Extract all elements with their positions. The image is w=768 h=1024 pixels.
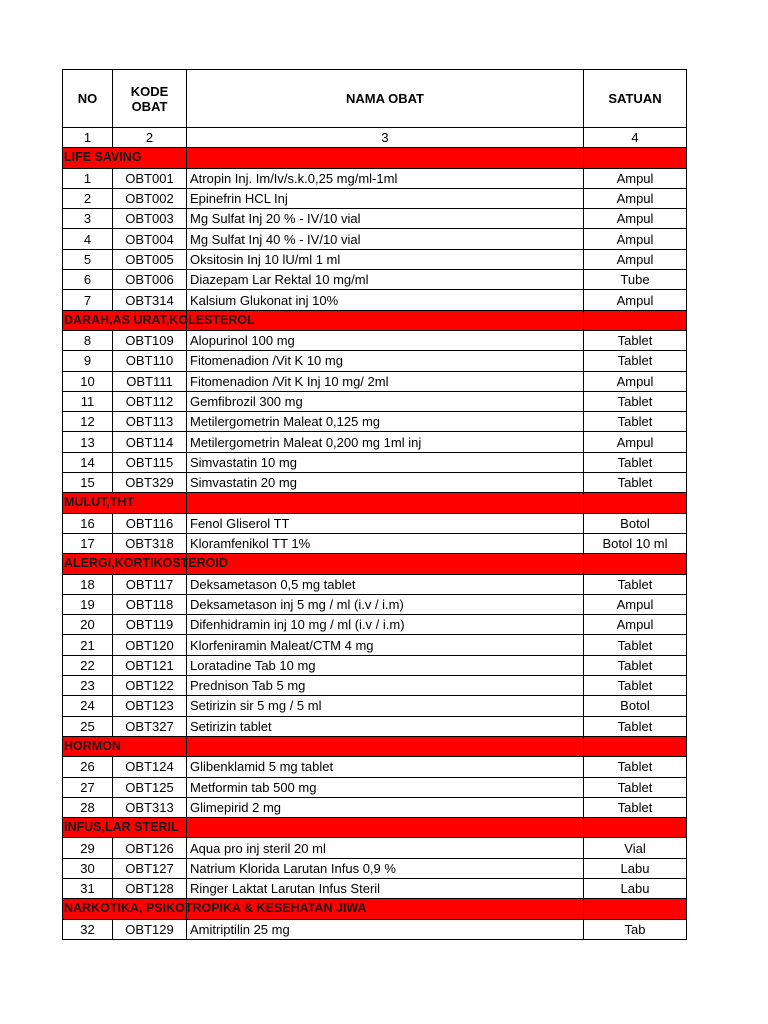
- row-satuan: Tablet: [584, 330, 687, 350]
- row-kode-obat: OBT123: [113, 696, 187, 716]
- section-title: ALERGI,KORTIKOSTEROID: [64, 556, 228, 571]
- row-kode-obat: OBT117: [113, 574, 187, 594]
- row-satuan: Botol: [584, 513, 687, 533]
- medicine-row: [63, 432, 687, 452]
- row-satuan: Labu: [584, 878, 687, 898]
- row-kode-obat: OBT006: [113, 270, 187, 290]
- column-number: 4: [584, 128, 687, 148]
- medicine-row: [63, 655, 687, 675]
- row-kode-obat: OBT003: [113, 209, 187, 229]
- medicine-row: [63, 838, 687, 858]
- row-satuan: Tablet: [584, 574, 687, 594]
- row-kode-obat: OBT110: [113, 351, 187, 371]
- row-kode-obat: OBT120: [113, 635, 187, 655]
- medicine-row: [63, 594, 687, 614]
- row-kode-obat: OBT118: [113, 594, 187, 614]
- section-title: LIFE SAVING: [64, 150, 142, 165]
- header-kode-line2: OBAT: [131, 98, 168, 114]
- row-number: 19: [63, 594, 113, 614]
- row-number: 25: [63, 716, 113, 736]
- row-kode-obat: OBT121: [113, 655, 187, 675]
- row-number: 12: [63, 412, 113, 432]
- row-kode-obat: OBT112: [113, 391, 187, 411]
- row-number: 17: [63, 533, 113, 553]
- row-nama-obat: Oksitosin Inj 10 lU/ml 1 ml: [187, 249, 584, 269]
- row-nama-obat: Difenhidramin inj 10 mg / ml (i.v / i.m): [187, 615, 584, 635]
- row-number: 18: [63, 574, 113, 594]
- medicine-row: [63, 330, 687, 350]
- row-number: 8: [63, 330, 113, 350]
- row-nama-obat: Prednison Tab 5 mg: [187, 676, 584, 696]
- row-number: 5: [63, 249, 113, 269]
- row-number: 6: [63, 270, 113, 290]
- header-row: [63, 70, 687, 128]
- row-satuan: Ampul: [584, 168, 687, 188]
- medicine-row: [63, 797, 687, 817]
- section-fill-cell: [187, 493, 584, 513]
- row-satuan: Tablet: [584, 655, 687, 675]
- section-fill-cell: [187, 148, 584, 168]
- row-kode-obat: OBT004: [113, 229, 187, 249]
- section-fill-cell: [187, 818, 584, 838]
- section-title: HORMON: [64, 739, 121, 754]
- section-title-cell: [63, 899, 367, 919]
- row-nama-obat: Fenol Gliserol TT: [187, 513, 584, 533]
- section-title-cell: [63, 818, 187, 838]
- row-number: 27: [63, 777, 113, 797]
- row-satuan: Ampul: [584, 229, 687, 249]
- row-satuan: Botol 10 ml: [584, 533, 687, 553]
- header-no: NO: [63, 70, 113, 128]
- medicine-row: [63, 270, 687, 290]
- row-nama-obat: Atropin Inj. Im/Iv/s.k.0,25 mg/ml-1ml: [187, 168, 584, 188]
- section-fill-cell: [584, 148, 687, 168]
- row-kode-obat: OBT329: [113, 473, 187, 493]
- medicine-row: [63, 513, 687, 533]
- row-number: 31: [63, 878, 113, 898]
- medicine-row: [63, 574, 687, 594]
- section-fill-cell: [584, 736, 687, 756]
- section-header-row: [63, 818, 687, 838]
- row-satuan: Tablet: [584, 716, 687, 736]
- section-title: NARKOTIKA, PSIKOTROPIKA & KESEHATAN JIWA: [64, 901, 367, 916]
- row-satuan: Labu: [584, 858, 687, 878]
- row-number: 22: [63, 655, 113, 675]
- medicine-row: [63, 777, 687, 797]
- medicine-row: [63, 878, 687, 898]
- row-satuan: Tablet: [584, 676, 687, 696]
- row-nama-obat: Fitomenadion /Vit K 10 mg: [187, 351, 584, 371]
- section-fill-cell: [584, 493, 687, 513]
- medicine-row: [63, 676, 687, 696]
- row-number: 9: [63, 351, 113, 371]
- row-number: 29: [63, 838, 113, 858]
- column-number: 3: [187, 128, 584, 148]
- medicine-row: [63, 473, 687, 493]
- row-satuan: Ampul: [584, 615, 687, 635]
- row-kode-obat: OBT111: [113, 371, 187, 391]
- section-title-cell: [63, 493, 187, 513]
- row-kode-obat: OBT001: [113, 168, 187, 188]
- section-title-cell: [63, 310, 255, 330]
- row-satuan: Tablet: [584, 757, 687, 777]
- row-satuan: Tablet: [584, 777, 687, 797]
- medicine-row: [63, 391, 687, 411]
- row-number: 26: [63, 757, 113, 777]
- row-satuan: Tab: [584, 919, 687, 939]
- row-nama-obat: Diazepam Lar Rektal 10 mg/ml: [187, 270, 584, 290]
- medicine-row: [63, 371, 687, 391]
- row-number: 32: [63, 919, 113, 939]
- row-kode-obat: OBT126: [113, 838, 187, 858]
- row-number: 1: [63, 168, 113, 188]
- row-kode-obat: OBT313: [113, 797, 187, 817]
- row-satuan: Tube: [584, 270, 687, 290]
- medicine-row: [63, 635, 687, 655]
- row-nama-obat: Simvastatin 20 mg: [187, 473, 584, 493]
- row-number: 4: [63, 229, 113, 249]
- row-satuan: Tablet: [584, 635, 687, 655]
- row-satuan: Ampul: [584, 290, 687, 310]
- row-nama-obat: Metformin tab 500 mg: [187, 777, 584, 797]
- row-nama-obat: Deksametason inj 5 mg / ml (i.v / i.m): [187, 594, 584, 614]
- medicine-row: [63, 533, 687, 553]
- row-satuan: Ampul: [584, 371, 687, 391]
- row-kode-obat: OBT005: [113, 249, 187, 269]
- row-satuan: Ampul: [584, 188, 687, 208]
- section-header-row: [63, 736, 687, 756]
- medicine-row: [63, 290, 687, 310]
- row-nama-obat: Deksametason 0,5 mg tablet: [187, 574, 584, 594]
- row-kode-obat: OBT002: [113, 188, 187, 208]
- section-header-row: [63, 554, 687, 574]
- row-kode-obat: OBT125: [113, 777, 187, 797]
- row-kode-obat: OBT128: [113, 878, 187, 898]
- row-nama-obat: Glimepirid 2 mg: [187, 797, 584, 817]
- section-header-row: [63, 148, 687, 168]
- row-nama-obat: Metilergometrin Maleat 0,125 mg: [187, 412, 584, 432]
- row-nama-obat: Amitriptilin 25 mg: [187, 919, 584, 939]
- row-satuan: Botol: [584, 696, 687, 716]
- row-nama-obat: Kloramfenikol TT 1%: [187, 533, 584, 553]
- section-fill-cell: [584, 818, 687, 838]
- medicine-row: [63, 858, 687, 878]
- medicine-row: [63, 757, 687, 777]
- row-number: 20: [63, 615, 113, 635]
- row-nama-obat: Alopurinol 100 mg: [187, 330, 584, 350]
- medicine-row: [63, 209, 687, 229]
- medicine-row: [63, 412, 687, 432]
- section-fill-cell: [584, 310, 687, 330]
- header-kode-line1: KODE: [130, 83, 169, 99]
- section-header-row: [63, 899, 687, 919]
- header-nama-obat: NAMA OBAT: [187, 70, 584, 128]
- row-number: 21: [63, 635, 113, 655]
- row-satuan: Tablet: [584, 391, 687, 411]
- row-nama-obat: Metilergometrin Maleat 0,200 mg 1ml inj: [187, 432, 584, 452]
- medicine-row: [63, 615, 687, 635]
- section-fill-cell: [584, 899, 687, 919]
- row-kode-obat: OBT327: [113, 716, 187, 736]
- section-header-row: [63, 310, 687, 330]
- row-kode-obat: OBT113: [113, 412, 187, 432]
- row-number: 30: [63, 858, 113, 878]
- row-kode-obat: OBT122: [113, 676, 187, 696]
- section-title: MULUT,THT: [64, 495, 135, 510]
- row-number: 13: [63, 432, 113, 452]
- row-nama-obat: Epinefrin HCL Inj: [187, 188, 584, 208]
- section-title-cell: [63, 554, 228, 574]
- row-nama-obat: Natrium Klorida Larutan Infus 0,9 %: [187, 858, 584, 878]
- medicine-row: [63, 716, 687, 736]
- medicine-row: [63, 188, 687, 208]
- section-header-row: [63, 493, 687, 513]
- row-satuan: Tablet: [584, 797, 687, 817]
- row-nama-obat: Loratadine Tab 10 mg: [187, 655, 584, 675]
- medicine-row: [63, 452, 687, 472]
- medicine-row: [63, 351, 687, 371]
- header-satuan: SATUAN: [584, 70, 687, 128]
- row-number: 14: [63, 452, 113, 472]
- column-number-row: [63, 128, 687, 148]
- row-nama-obat: Glibenklamid 5 mg tablet: [187, 757, 584, 777]
- section-title-cell: [63, 736, 187, 756]
- section-fill-cell: [187, 554, 584, 574]
- medicine-table: [62, 69, 687, 940]
- section-title: INFUS,LAR STERIL: [64, 820, 179, 835]
- header-kode-obat: [113, 70, 187, 128]
- row-satuan: Tablet: [584, 452, 687, 472]
- row-nama-obat: Setirizin sir 5 mg / 5 ml: [187, 696, 584, 716]
- medicine-row: [63, 696, 687, 716]
- row-number: 24: [63, 696, 113, 716]
- medicine-table-body: [63, 70, 687, 940]
- section-fill-cell: [187, 736, 584, 756]
- row-kode-obat: OBT114: [113, 432, 187, 452]
- section-fill-cell: [584, 554, 687, 574]
- row-kode-obat: OBT318: [113, 533, 187, 553]
- row-nama-obat: Ringer Laktat Larutan Infus Steril: [187, 878, 584, 898]
- row-kode-obat: OBT115: [113, 452, 187, 472]
- row-kode-obat: OBT116: [113, 513, 187, 533]
- row-nama-obat: Setirizin tablet: [187, 716, 584, 736]
- medicine-row: [63, 249, 687, 269]
- medicine-row: [63, 919, 687, 939]
- row-kode-obat: OBT127: [113, 858, 187, 878]
- row-kode-obat: OBT124: [113, 757, 187, 777]
- row-satuan: Ampul: [584, 432, 687, 452]
- row-nama-obat: Fitomenadion /Vit K Inj 10 mg/ 2ml: [187, 371, 584, 391]
- section-title: DARAH,AS URAT,KOLESTEROL: [64, 312, 255, 327]
- row-nama-obat: Simvastatin 10 mg: [187, 452, 584, 472]
- row-satuan: Tablet: [584, 412, 687, 432]
- row-nama-obat: Mg Sulfat Inj 40 % - IV/10 vial: [187, 229, 584, 249]
- row-number: 10: [63, 371, 113, 391]
- row-satuan: Tablet: [584, 473, 687, 493]
- row-number: 23: [63, 676, 113, 696]
- row-satuan: Vial: [584, 838, 687, 858]
- row-number: 2: [63, 188, 113, 208]
- row-nama-obat: Gemfibrozil 300 mg: [187, 391, 584, 411]
- medicine-row: [63, 168, 687, 188]
- row-satuan: Ampul: [584, 249, 687, 269]
- row-kode-obat: OBT129: [113, 919, 187, 939]
- row-satuan: Tablet: [584, 351, 687, 371]
- row-kode-obat: OBT109: [113, 330, 187, 350]
- row-kode-obat: OBT119: [113, 615, 187, 635]
- column-number: 2: [113, 128, 187, 148]
- row-number: 28: [63, 797, 113, 817]
- row-number: 16: [63, 513, 113, 533]
- row-number: 15: [63, 473, 113, 493]
- column-number: 1: [63, 128, 113, 148]
- row-number: 3: [63, 209, 113, 229]
- section-title-cell: [63, 148, 187, 168]
- row-nama-obat: Kalsium Glukonat inj 10%: [187, 290, 584, 310]
- row-kode-obat: OBT314: [113, 290, 187, 310]
- row-number: 11: [63, 391, 113, 411]
- medicine-row: [63, 229, 687, 249]
- row-nama-obat: Mg Sulfat Inj 20 % - IV/10 vial: [187, 209, 584, 229]
- row-nama-obat: Aqua pro inj steril 20 ml: [187, 838, 584, 858]
- row-nama-obat: Klorfeniramin Maleat/CTM 4 mg: [187, 635, 584, 655]
- row-number: 7: [63, 290, 113, 310]
- row-satuan: Ampul: [584, 594, 687, 614]
- row-satuan: Ampul: [584, 209, 687, 229]
